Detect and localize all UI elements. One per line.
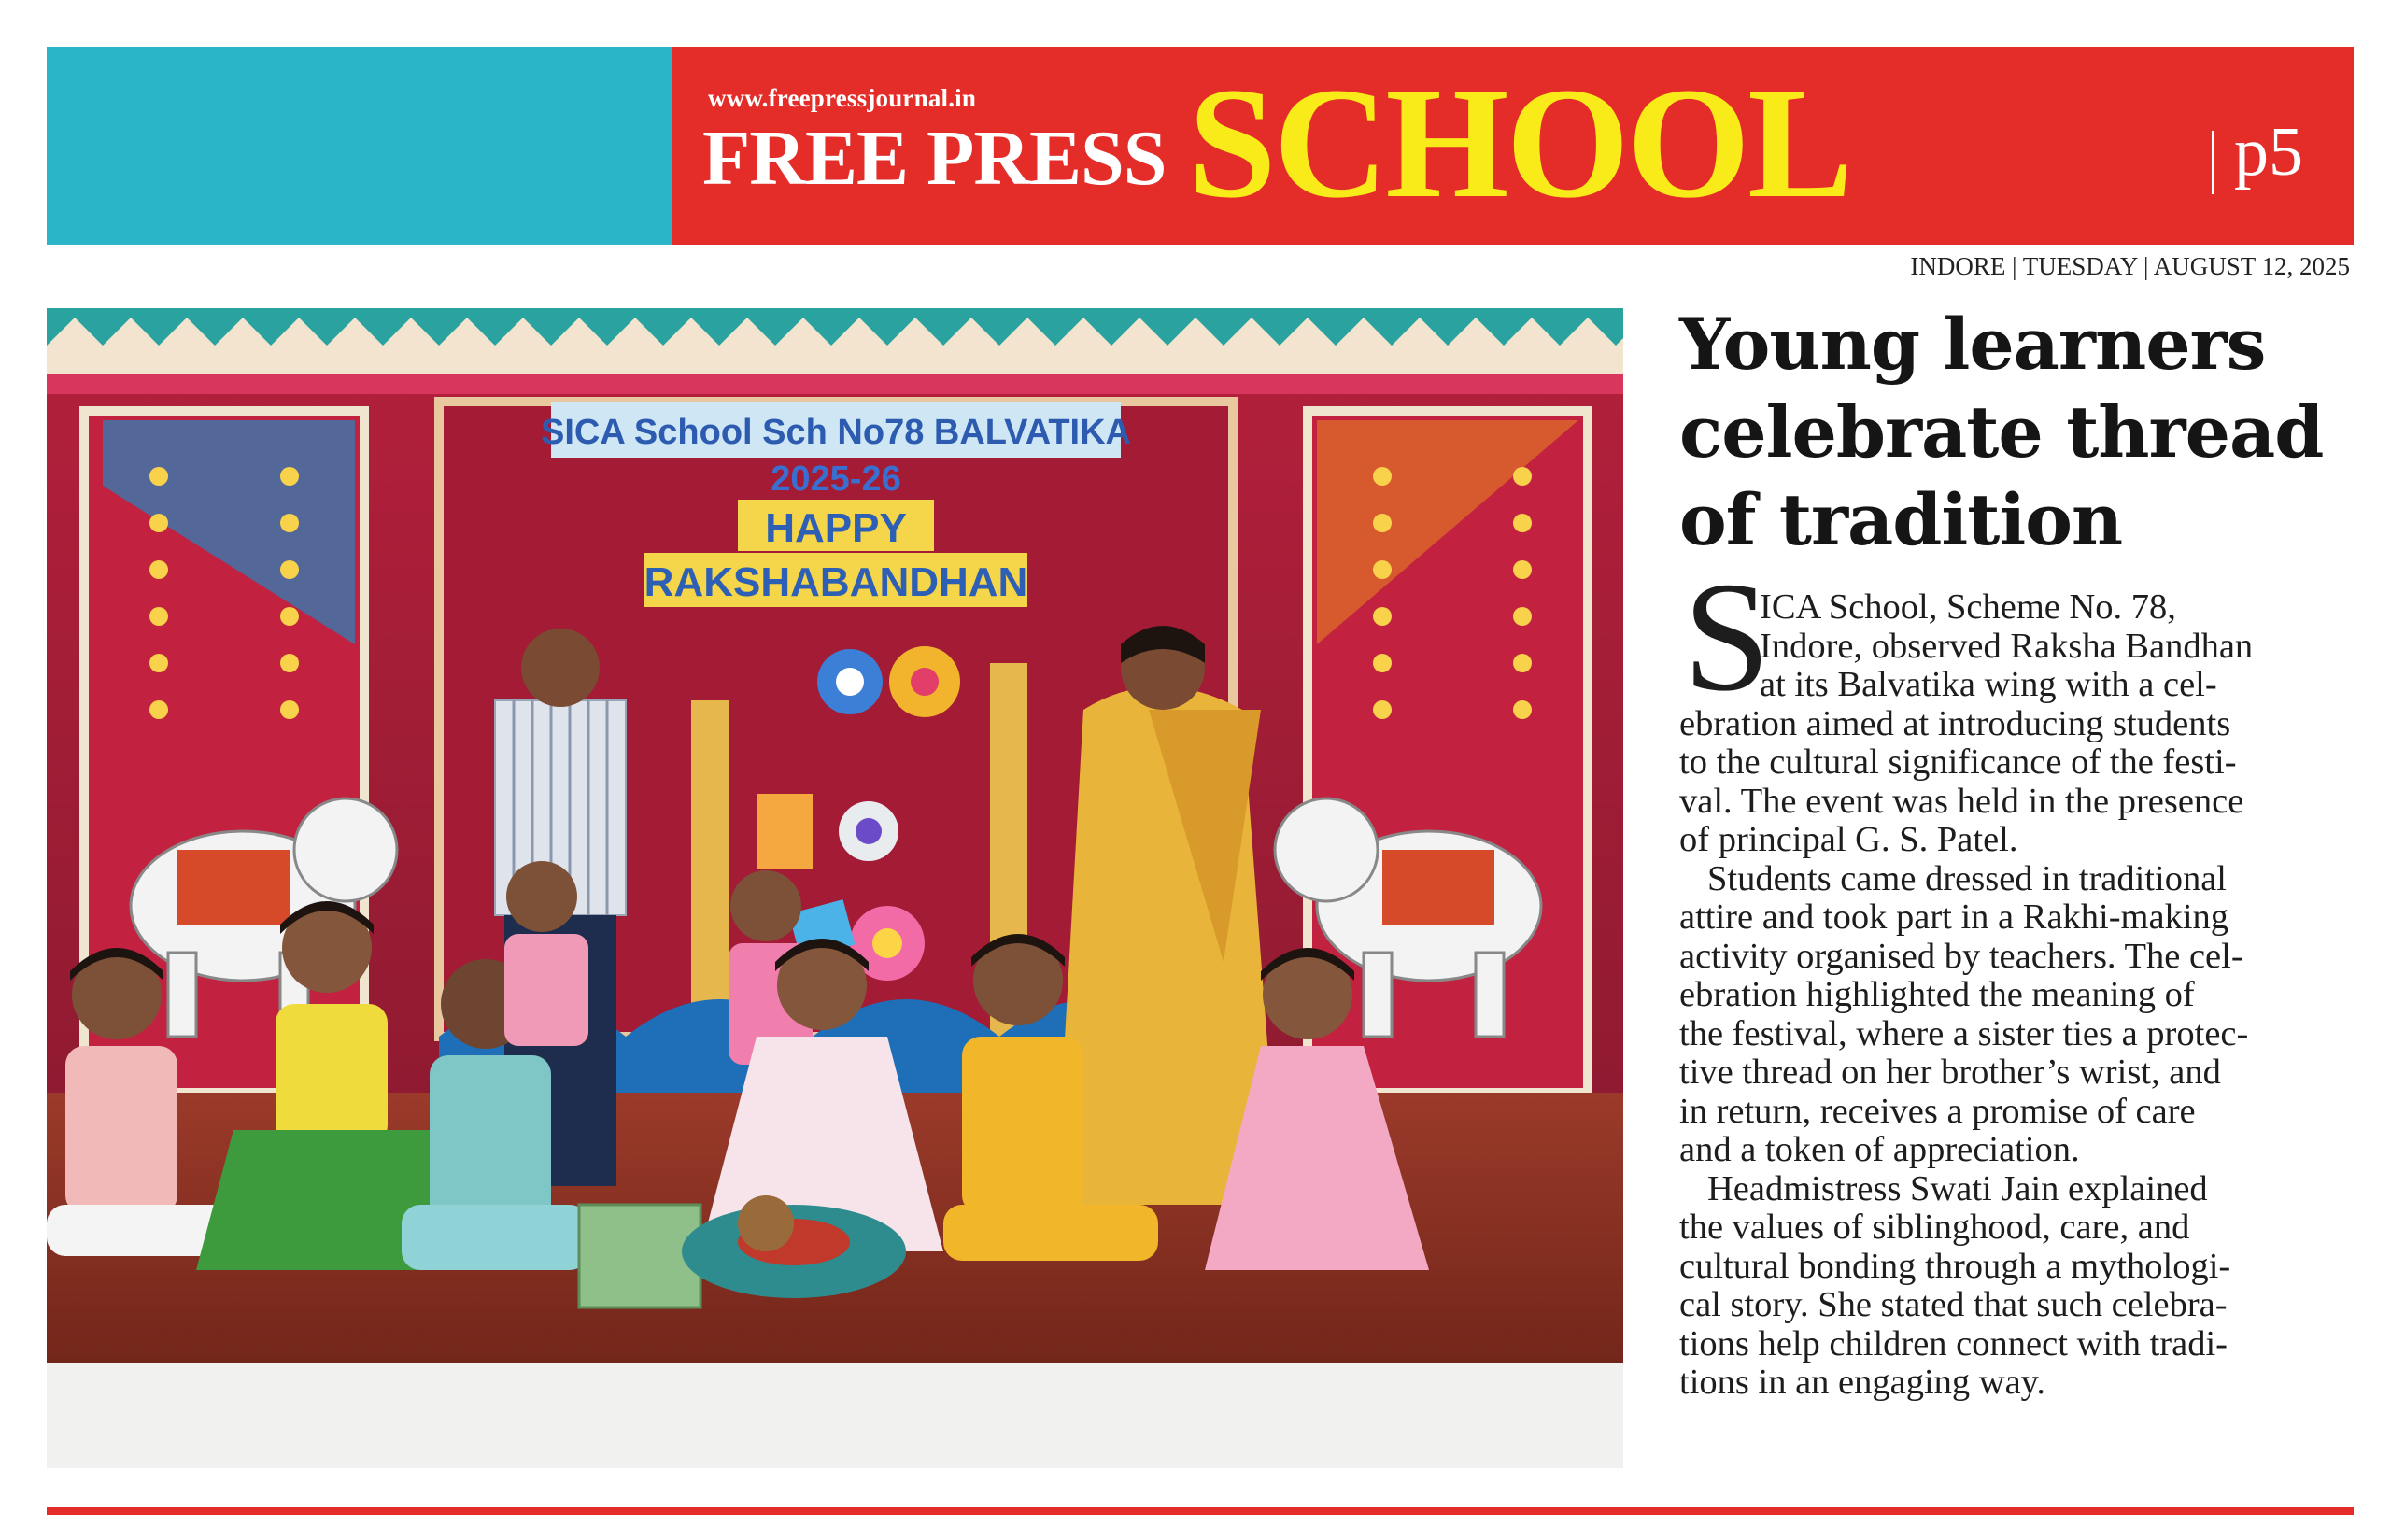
brand-name: FREE PRESS	[702, 115, 1167, 202]
banner-line-2: 2025-26	[771, 459, 901, 499]
body-line: tions in an engaging way.	[1679, 1363, 2046, 1402]
masthead-teal-block	[47, 47, 672, 245]
body-line: to the cultural significance of the festi-	[1679, 742, 2237, 782]
body-line: tions help children connect with tradi-	[1679, 1323, 2228, 1363]
body-line: at its Balvatika wing with a cel-	[1760, 665, 2217, 704]
body-line: activity organised by teachers. The cel-	[1679, 936, 2243, 976]
body-line: ICA School, Scheme No. 78,	[1760, 587, 2176, 627]
body-line: Indore, observed Raksha Bandhan	[1760, 626, 2254, 666]
body-line: ebration aimed at introducing students	[1679, 703, 2231, 743]
body-line: attire and took part in a Rakhi-making	[1679, 897, 2229, 937]
headline-line: Young learners	[1679, 303, 2266, 386]
body-line: the festival, where a sister ties a protec-	[1679, 1013, 2249, 1053]
body-line: tive thread on her brother’s wrist, and	[1679, 1053, 2221, 1092]
headline-line: celebrate thread	[1679, 390, 2324, 473]
body-line: the values of siblinghood, care, and	[1679, 1208, 2190, 1247]
banner-line-4: RAKSHABANDHAN	[644, 559, 1028, 605]
body-line: Students came dressed in traditional	[1707, 858, 2227, 898]
page-number: p5	[2234, 114, 2303, 191]
headline-line: of tradition	[1679, 478, 2123, 561]
body-line: cal story. She stated that such celebra-	[1679, 1285, 2228, 1324]
bottom-rule	[47, 1507, 2354, 1515]
headline	[1679, 301, 2361, 564]
body-line: val. The event was held in the presence	[1679, 781, 2244, 821]
event-photo	[47, 308, 1623, 1468]
body-line: in return, receives a promise of care	[1679, 1091, 2196, 1131]
body-line: ebration highlighted the meaning of	[1679, 975, 2195, 1014]
body-line: and a token of appreciation.	[1679, 1130, 2080, 1169]
body-line: cultural bonding through a mythologi-	[1679, 1246, 2231, 1286]
site-url: www.freepressjournal.in	[708, 84, 977, 112]
article-body	[1679, 588, 2333, 1403]
page-divider	[2212, 131, 2214, 194]
body-line: of principal G. S. Patel.	[1679, 820, 2018, 859]
body-line: Headmistress Swati Jain explained	[1707, 1168, 2208, 1208]
drop-cap: S	[1683, 550, 1771, 724]
banner-line-1: SICA School Sch No78 BALVATIKA	[541, 413, 1131, 452]
dateline: INDORE | TUESDAY | AUGUST 12, 2025	[1910, 252, 2350, 280]
banner-line-3: HAPPY	[765, 505, 907, 551]
section-title: SCHOOL	[1188, 55, 1851, 231]
